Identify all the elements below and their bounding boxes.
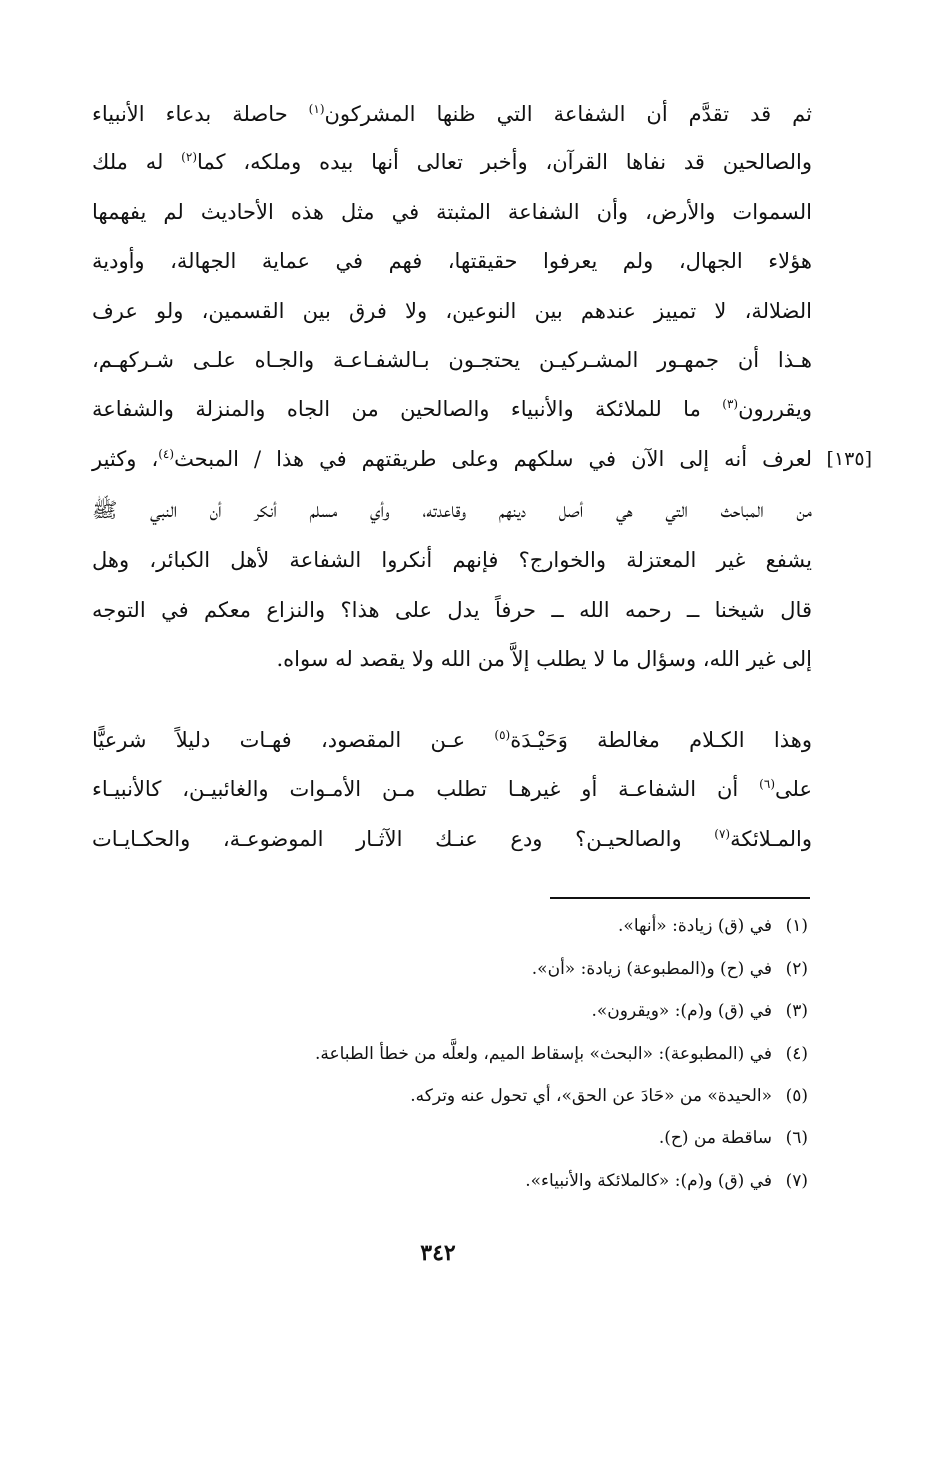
text-line: وهذا الكـلام مغالطة وَحَيْـدَة$^{(٥)}$ عـن المقصود، فهـات دليلاً شرعيًّا bbox=[92, 728, 812, 752]
text-line: والمـلائكة$^{(٧)}$ والصالحيـن؟ ودع عنـك الآثـار الموضوعـة، والحكـايـات bbox=[92, 827, 812, 851]
footnote-text: في (ق) و(م): «ويقرون». bbox=[591, 1001, 772, 1021]
footnote-number: (١) bbox=[785, 916, 808, 936]
footnote-3 bbox=[591, 998, 808, 1024]
text-line: ثم قد تقدَّم أن الشفاعة التي ظنها المشركون$^{(١)}$ حاصلة بدعاء الأنبياء bbox=[92, 102, 812, 126]
footnote-2 bbox=[532, 956, 808, 982]
footnote-text: في (المطبوعة): «البحث» بإسقاط الميم، ولعلَّه من خطأ الطباعة. bbox=[314, 1044, 772, 1064]
text-line: السموات والأرض، وأن الشفاعة المثبتة في مثل هذه الأحاديث لم يفهمها bbox=[92, 200, 812, 224]
margin-page-reference: [١٣٥] bbox=[826, 448, 872, 470]
text-line: قال شيخنا ــ رحمه الله ــ حرفاً يدل على هذا؟ والنزاع معكم في التوجه bbox=[92, 598, 812, 622]
footnote-ref: (٢) bbox=[181, 150, 197, 164]
text-line: هـذا أن جمهـور المشـركيـن يحتجـون بـالشفـاعـة والجـاه علـى شـركهـم، bbox=[92, 348, 812, 372]
text-line: يشفع غير المعتزلة والخوارج؟ فإنهم أنكروا الشفاعة لأهل الكبائر، وهل bbox=[92, 548, 812, 572]
text-line: ويقررون$^{(٣)}$ ما للملائكة والأنبياء والصالحين من الجاه والمنزلة والشفاعة bbox=[92, 397, 812, 421]
footnote-ref: (٣) bbox=[722, 397, 739, 411]
footnote-text: ساقطة من (ح). bbox=[658, 1128, 772, 1148]
text-line: من المباحث التي هي أصل دينهم وقاعدته، وأي مسلم أنكر أن النبي ﷺ bbox=[92, 498, 812, 522]
footnote-text: في (ح) و(المطبوعة) زيادة: «أن». bbox=[531, 959, 772, 979]
page-number: ٣٤٢ bbox=[420, 1240, 456, 1266]
text-line: إلى غير الله، وسؤال ما لا يطلب إلاَّ من الله ولا يقصد له سواه. bbox=[276, 647, 812, 671]
footnote-number: (٢) bbox=[785, 959, 808, 979]
footnote-7 bbox=[525, 1168, 808, 1194]
footnote-ref: (٧) bbox=[714, 827, 731, 841]
text-line: والصالحين قد نفاها القرآن، وأخبر تعالى أنها بيده وملكه، كما$^{(٢)}$ له ملك bbox=[92, 150, 812, 174]
footnote-number: (٧) bbox=[785, 1171, 808, 1191]
footnote-number: (٦) bbox=[785, 1128, 808, 1148]
footnote-1 bbox=[618, 913, 808, 939]
footnote-6 bbox=[659, 1125, 808, 1151]
text-line: على$^{(٦)}$ أن الشفاعـة أو غيرهـا تطلب مـن الأمـوات والغائبيـن، كالأنبيـاء bbox=[92, 777, 812, 801]
footnote-ref: (٤) bbox=[158, 447, 175, 461]
footnote-ref: (٥) bbox=[494, 728, 511, 742]
footnote-text: في (ق) و(م): «كالملائكة والأنبياء». bbox=[525, 1171, 772, 1191]
footnote-ref: (٦) bbox=[759, 777, 775, 791]
footnote-text: في (ق) زيادة: «أنها». bbox=[618, 916, 772, 936]
footnote-number: (٥) bbox=[785, 1086, 808, 1106]
text-line: لعرف أنه إلى الآن في سلكهم وعلى طريقتهم في هذا / المبحث$^{(٤)}$، وكثير bbox=[92, 447, 813, 471]
footnote-text: «الحيدة» من «حَادَ عن الحق»، أي تحول عنه وتركه. bbox=[410, 1086, 772, 1106]
footnote-number: (٣) bbox=[785, 1001, 808, 1021]
footnote-ref: (١) bbox=[308, 102, 325, 116]
footnote-4 bbox=[315, 1041, 808, 1067]
footnote-5 bbox=[410, 1083, 808, 1109]
footnote-separator bbox=[550, 897, 810, 899]
text-line: الضلالة، لا تمييز عندهم بين النوعين، ولا فرق بين القسمين، ولو عرف bbox=[92, 299, 812, 323]
text-line: هؤلاء الجهال، ولم يعرفوا حقيقتها، فهم في عماية الجهالة، وأودية bbox=[92, 249, 812, 273]
footnote-number: (٤) bbox=[785, 1044, 808, 1064]
